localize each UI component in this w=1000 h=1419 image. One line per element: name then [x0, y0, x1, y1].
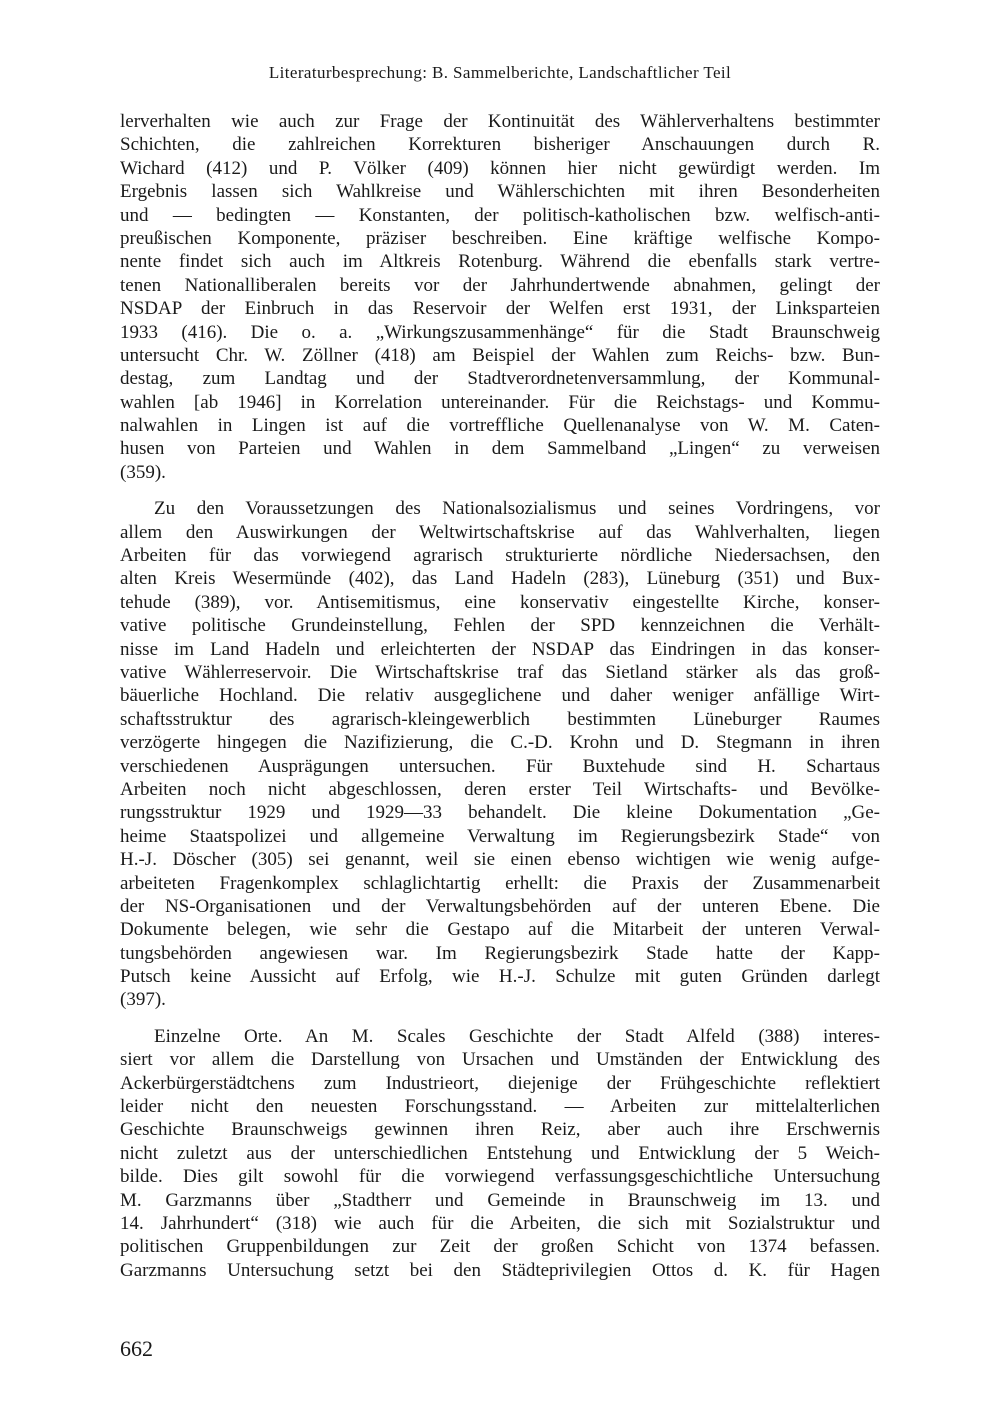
text-line: allem den Auswirkungen der Weltwirtschaftskrise auf das Wahlverhalten, liegen	[120, 521, 880, 543]
text-line: 14. Jahrhundert“ (318) wie auch für die Arbeiten, die sich mit Sozialstruktur und	[120, 1212, 880, 1234]
text-line: Zu den Voraussetzungen des Nationalsozialismus und seines Vordringens, vor	[154, 498, 880, 520]
text-line: vative Wählerreservoir. Die Wirtschaftskrise traf das Sietland stärker als das groß-	[120, 661, 880, 683]
text-line: Garzmanns Untersuchung setzt bei den Städteprivilegien Ottos d. K. für Hagen	[120, 1259, 880, 1281]
text-line: verschiedenen Ausprägungen untersuchen. Für Buxtehude sind H. Schartaus	[120, 755, 880, 777]
text-line: verzögerte hingegen die Nazifizierung, die C.-D. Krohn und D. Stegmann in ihren	[120, 732, 880, 754]
text-line: alten Kreis Wesermünde (402), das Land Hadeln (283), Lüneburg (351) und Bux-	[120, 568, 880, 590]
text-line: heime Staatspolizei und allgemeine Verwaltung im Regierungsbezirk Stade“ von	[120, 825, 880, 847]
text-line: destag, zum Landtag und der Stadtverordnetenversammlung, der Kommunal-	[120, 368, 880, 390]
running-head: Literaturbesprechung: B. Sammelberichte, Landschaftlicher Teil	[268, 63, 732, 82]
text-line: Dokumente belegen, wie sehr die Gestapo auf die Mitarbeit der unteren Verwal-	[120, 919, 880, 941]
text-line: vative politische Grundeinstellung, Fehlen der SPD kennzeichnen die Verhält-	[120, 615, 880, 637]
paragraph	[120, 110, 880, 484]
text-line: Einzelne Orte. An M. Scales Geschichte der Stadt Alfeld (388) interes-	[154, 1025, 880, 1047]
text-line: Arbeiten für das vorwiegend agrarisch strukturierte nördliche Niedersachsen, den	[120, 545, 880, 567]
text-line: nente findet sich auch im Altkreis Rotenburg. Während die ebenfalls stark vertre-	[120, 251, 880, 273]
text-line: schaftsstruktur des agrarisch-kleingewerblich bestimmten Lüneburger Raumes	[120, 708, 880, 730]
text-line: husen von Parteien und Wahlen in dem Sammelband „Lingen“ zu verweisen	[120, 438, 880, 460]
text-line: siert vor allem die Darstellung von Ursachen und Umständen der Entwicklung des	[120, 1049, 880, 1071]
text-line: H.-J. Döscher (305) sei genannt, weil sie einen ebenso wichtigen wie wenig aufge-	[120, 849, 880, 871]
text-line: NSDAP der Einbruch in das Reservoir der Welfen erst 1931, der Linksparteien	[120, 298, 880, 320]
text-line: lerverhalten wie auch zur Frage der Kontinuität des Wählerverhaltens bestimmter	[120, 111, 880, 132]
text-line: der NS-Organisationen und der Verwaltungsbehörden auf der unteren Ebene. Die	[120, 895, 880, 917]
text-line: leider nicht den neuesten Forschungsstand. — Arbeiten zur mittelalterlichen	[120, 1096, 880, 1118]
text-line: untersucht Chr. W. Zöllner (418) am Beispiel der Wahlen zum Reichs- bzw. Bun-	[120, 344, 880, 366]
text-line: (359).	[120, 461, 166, 483]
text-line: nicht zuletzt aus der unterschiedlichen Entstehung und Entwicklung der 5 Weich-	[120, 1142, 880, 1164]
text-line: nisse im Land Hadeln und erleichterten der NSDAP das Eindringen in das konser-	[120, 638, 880, 660]
text-line: tehude (389), vor. Antisemitismus, eine konservativ eingestellte Kirche, konser-	[120, 591, 880, 613]
text-line: bäuerliche Hochland. Die relativ ausgeglichene und daher weniger anfällige Wirt-	[120, 685, 880, 707]
text-line: Ergebnis lassen sich Wahlkreise und Wählerschichten mit ihren Besonderheiten	[120, 181, 880, 203]
paragraph	[120, 497, 880, 1012]
body-text	[120, 110, 880, 1282]
text-line: Ackerbürgerstädtchens zum Industrieort, diejenige der Frühgeschichte reflektiert	[120, 1072, 880, 1094]
text-line: Geschichte Braunschweigs gewinnen ihren Reiz, aber auch ihre Erschwernis	[120, 1119, 880, 1141]
text-line: nalwahlen in Lingen ist auf die vortreffliche Quellenanalyse von W. M. Caten-	[120, 415, 880, 437]
text-line: 1933 (416). Die o. a. „Wirkungszusammenhänge“ für die Stadt Braunschweig	[120, 321, 880, 343]
text-line: M. Garzmanns über „Stadtherr und Gemeinde in Braunschweig im 13. und	[120, 1189, 880, 1211]
text-line: (397).	[120, 989, 166, 1011]
text-line: und — bedingten — Konstanten, der politisch-katholischen bzw. welfisch-anti-	[120, 204, 880, 226]
text-line: Schichten, die zahlreichen Korrekturen bisheriger Anschauungen durch R.	[120, 134, 880, 156]
text-line: preußischen Komponente, präziser beschreiben. Eine kräftige welfische Kompo-	[120, 227, 880, 249]
text-line: rungsstruktur 1929 und 1929—33 behandelt. Die kleine Dokumentation „Ge-	[120, 802, 880, 824]
page-number: 662	[120, 1336, 153, 1361]
text-line: Wichard (412) und P. Völker (409) können hier nicht gewürdigt werden. Im	[120, 157, 880, 179]
text-line: Arbeiten noch nicht abgeschlossen, deren erster Teil Wirtschafts- und Bevölke-	[120, 778, 880, 800]
text-line: politischen Gruppenbildungen zur Zeit der großen Schicht von 1374 befassen.	[120, 1236, 880, 1258]
text-line: wahlen [ab 1946] in Korrelation untereinander. Für die Reichstags- und Kommu-	[120, 391, 880, 413]
paragraph	[120, 1025, 880, 1282]
text-line: bilde. Dies gilt sowohl für die vorwiegend verfassungsgeschichtliche Untersuchung	[120, 1166, 880, 1188]
text-line: arbeiteten Fragenkomplex schlaglichtartig erhellt: die Praxis der Zusammenarbeit	[120, 872, 880, 894]
text-line: tenen Nationalliberalen bereits vor der Jahrhundertwende abnahmen, gelingt der	[120, 274, 880, 296]
text-line: Putsch keine Aussicht auf Erfolg, wie H.-J. Schulze mit guten Gründen darlegt	[120, 966, 880, 988]
text-line: tungsbehörden angewiesen war. Im Regierungsbezirk Stade hatte der Kapp-	[120, 942, 880, 964]
